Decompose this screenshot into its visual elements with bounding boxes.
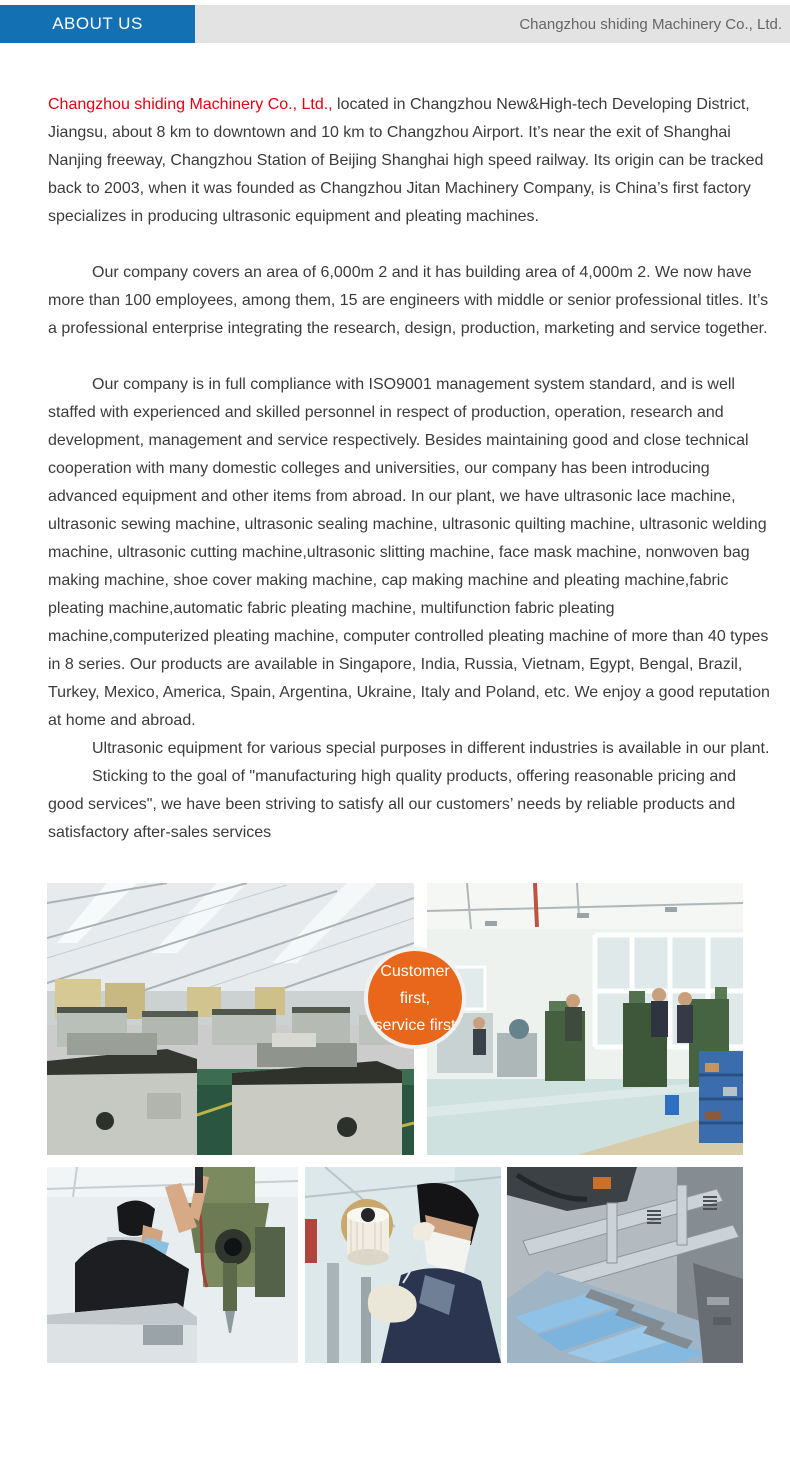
workshop-illustration	[427, 883, 743, 1155]
photo-gallery	[47, 883, 743, 1363]
thread-spool-illustration	[305, 1167, 501, 1363]
company-size-paragraph: Our company covers an area of 6,000m 2 and it has building area of 4,000m 2. We now have more than 100 employees, among them, 15 are engineers with middle or senior professional titles. It’s a professional enterprise integrating the research, design, production, marketing and service together.	[48, 264, 769, 337]
badge-line-2: service first	[374, 1016, 456, 1034]
customer-first-badge	[364, 947, 466, 1049]
mask-production-illustration	[507, 1167, 743, 1363]
thread-spool-photo	[305, 1167, 501, 1363]
intro-paragraph	[48, 91, 774, 231]
capability-paragraph: Our company is in full compliance with ISO9001 management system standard, and is well staffed with experienced and skilled personnel in respect of production, operation, research and development, management and service respectively. Besides maintaining good and close technical cooperation with many domestic colleges and universities, our company has been introducing advanced equipment and other items from abroad. In our plant, we have ultrasonic lace machine, ultrasonic sewing machine, ultrasonic sealing machine, ultrasonic quilting machine, ultrasonic welding machine, ultrasonic cutting machine,ultrasonic slitting machine, face mask machine, nonwoven bag making machine, shoe cover making machine, cap making machine and pleating machine,fabric pleating machine,automatic fabric pleating machine, multifunction fabric pleating machine,computerized pleating machine, computer controlled pleating machine of more than 40 types in 8 series. Our products are available in Singapore, India, Russia, Vietnam, Egypt, Bengal, Brazil, Turkey, Mexico, America, Spain, Argentina, Ukraine, Italy and Poland, etc. We enjoy a good reputation at home and abroad.	[48, 376, 770, 729]
page-header	[0, 5, 790, 43]
about-article	[0, 43, 790, 847]
about-us-tab[interactable]: ABOUT US	[0, 5, 195, 43]
header-company-name: Changzhou shiding Machinery Co., Ltd.	[519, 15, 782, 33]
drilling-machine-illustration	[47, 1167, 298, 1363]
factory-hall-photo	[47, 883, 414, 1155]
badge-line-1: Customer first,	[380, 962, 450, 1007]
intro-paragraph-text: located in Changzhou New&High-tech Developing District, Jiangsu, about 8 km to downtown and 10 km to Changzhou Airport. It’s near the exit of Shanghai Nanjing freeway, Changzhou Station of Beijing Shanghai high speed railway. Its origin can be tracked back to 2003, when it was founded as Changzhou Jitan Machinery Company, is China’s first factory specializes in producing ultrasonic equipment and pleating machines.	[48, 96, 764, 225]
drilling-machine-photo	[47, 1167, 298, 1363]
factory-hall-illustration	[47, 883, 414, 1155]
workshop-photo	[427, 883, 743, 1155]
ultrasonic-paragraph: Ultrasonic equipment for various special purposes in different industries is available in our plant.	[92, 740, 770, 757]
company-name-highlight: Changzhou shiding Machinery Co., Ltd.,	[48, 96, 333, 113]
goal-paragraph: Sticking to the goal of "manufacturing high quality products, offering reasonable pricing and good services", we have been striving to satisfy all our customers’ needs by reliable products and satisfactory after-sales services	[48, 768, 737, 841]
mask-production-photo	[507, 1167, 743, 1363]
